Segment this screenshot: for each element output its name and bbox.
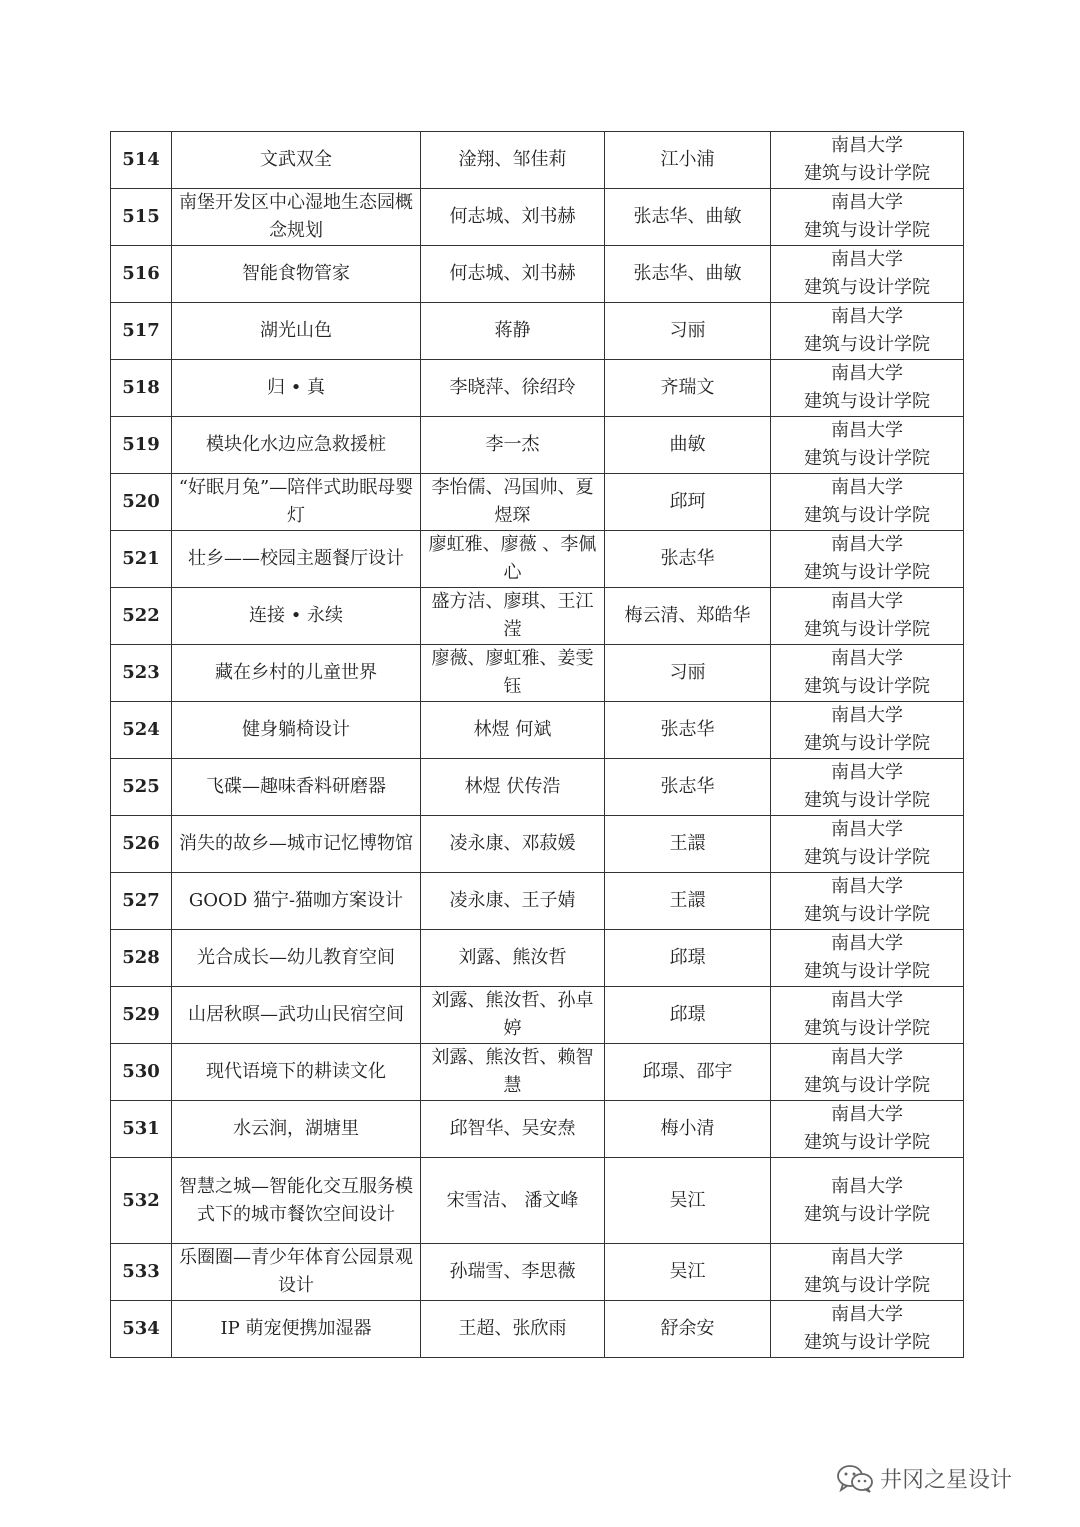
cell-advisor: 邱璟 [605, 930, 771, 987]
wechat-icon [836, 1464, 874, 1494]
unit-college: 建筑与设计学院 [804, 1332, 930, 1353]
cell-unit [771, 588, 964, 645]
cell-title: 藏在乡村的儿童世界 [172, 645, 421, 702]
cell-advisor: 习丽 [605, 645, 771, 702]
cell-unit [771, 303, 964, 360]
unit-school: 南昌大学 [831, 306, 903, 327]
cell-unit [771, 702, 964, 759]
cell-unit [771, 873, 964, 930]
cell-number: 515 [111, 189, 172, 246]
unit-college: 建筑与设计学院 [804, 961, 930, 982]
unit-college: 建筑与设计学院 [804, 505, 930, 526]
cell-number: 519 [111, 417, 172, 474]
unit-school: 南昌大学 [831, 477, 903, 498]
table-row [111, 987, 964, 1044]
unit-college: 建筑与设计学院 [804, 391, 930, 412]
table-row [111, 816, 964, 873]
cell-number: 529 [111, 987, 172, 1044]
unit-school: 南昌大学 [831, 876, 903, 897]
unit-college: 建筑与设计学院 [804, 733, 930, 754]
cell-advisor: 邱璟、邵宇 [605, 1044, 771, 1101]
watermark [836, 1463, 1012, 1494]
cell-advisor: 张志华 [605, 702, 771, 759]
table-row [111, 1101, 964, 1158]
cell-title: GOOD 猫宁-猫咖方案设计 [172, 873, 421, 930]
cell-title: 壮乡——校园主题餐厅设计 [172, 531, 421, 588]
unit-college: 建筑与设计学院 [804, 790, 930, 811]
cell-unit [771, 189, 964, 246]
cell-title: 连接 • 永续 [172, 588, 421, 645]
cell-unit [771, 531, 964, 588]
cell-authors: 刘露、熊汝哲、孙卓婷 [421, 987, 605, 1044]
cell-authors: 王超、张欣雨 [421, 1301, 605, 1358]
table-row [111, 360, 964, 417]
unit-college: 建筑与设计学院 [804, 1203, 930, 1225]
table-row [111, 702, 964, 759]
cell-unit [771, 474, 964, 531]
cell-unit [771, 987, 964, 1044]
cell-advisor: 梅小清 [605, 1101, 771, 1158]
cell-authors: 李晓萍、徐绍玲 [421, 360, 605, 417]
table-row [111, 1244, 964, 1301]
cell-advisor: 吴江 [605, 1244, 771, 1301]
cell-unit [771, 246, 964, 303]
cell-advisor: 张志华 [605, 531, 771, 588]
table-row [111, 417, 964, 474]
cell-authors: 林煜 何斌 [421, 702, 605, 759]
cell-advisor: 张志华、曲敏 [605, 189, 771, 246]
table-row [111, 1158, 964, 1244]
cell-advisor: 张志华 [605, 759, 771, 816]
cell-title: 归 • 真 [172, 360, 421, 417]
cell-title: 消失的故乡—城市记忆博物馆 [172, 816, 421, 873]
cell-authors: 廖薇、廖虹雅、姜雯钰 [421, 645, 605, 702]
cell-number: 526 [111, 816, 172, 873]
unit-school: 南昌大学 [831, 705, 903, 726]
table-row [111, 759, 964, 816]
table-row [111, 1301, 964, 1358]
unit-college: 建筑与设计学院 [804, 1132, 930, 1153]
cell-number: 514 [111, 132, 172, 189]
cell-title: 模块化水边应急救援桩 [172, 417, 421, 474]
cell-number: 533 [111, 1244, 172, 1301]
cell-advisor: 吴江 [605, 1158, 771, 1244]
unit-college: 建筑与设计学院 [804, 562, 930, 583]
table-row [111, 246, 964, 303]
cell-title: 湖光山色 [172, 303, 421, 360]
cell-authors: 蒋静 [421, 303, 605, 360]
cell-number: 530 [111, 1044, 172, 1101]
cell-unit [771, 816, 964, 873]
cell-number: 517 [111, 303, 172, 360]
table-row [111, 189, 964, 246]
cell-authors: 廖虹雅、廖薇 、李佩心 [421, 531, 605, 588]
unit-college: 建筑与设计学院 [804, 1275, 930, 1296]
table-row [111, 303, 964, 360]
cell-unit [771, 1044, 964, 1101]
cell-title: 现代语境下的耕读文化 [172, 1044, 421, 1101]
unit-college: 建筑与设计学院 [804, 277, 930, 298]
cell-unit [771, 759, 964, 816]
cell-advisor: 曲敏 [605, 417, 771, 474]
cell-authors: 李一杰 [421, 417, 605, 474]
cell-unit [771, 1301, 964, 1358]
unit-college: 建筑与设计学院 [804, 904, 930, 925]
cell-title: 山居秋暝—武功山民宿空间 [172, 987, 421, 1044]
unit-school: 南昌大学 [831, 648, 903, 669]
cell-authors: 何志城、刘书赫 [421, 189, 605, 246]
cell-number: 523 [111, 645, 172, 702]
award-list-table [110, 131, 964, 1358]
cell-advisor: 习丽 [605, 303, 771, 360]
cell-authors: 淦翔、邹佳莉 [421, 132, 605, 189]
unit-school: 南昌大学 [831, 990, 903, 1011]
cell-unit [771, 360, 964, 417]
cell-number: 518 [111, 360, 172, 417]
table-row [111, 1044, 964, 1101]
cell-authors: 刘露、熊汝哲 [421, 930, 605, 987]
cell-authors: 林煜 伏传浩 [421, 759, 605, 816]
cell-unit [771, 1158, 964, 1244]
unit-college: 建筑与设计学院 [804, 1075, 930, 1096]
cell-authors: 凌永康、王子婧 [421, 873, 605, 930]
cell-unit [771, 930, 964, 987]
cell-title: 南堡开发区中心湿地生态园概念规划 [172, 189, 421, 246]
cell-unit [771, 132, 964, 189]
cell-number: 525 [111, 759, 172, 816]
cell-number: 520 [111, 474, 172, 531]
unit-school: 南昌大学 [831, 1047, 903, 1068]
unit-school: 南昌大学 [831, 819, 903, 840]
cell-unit [771, 1101, 964, 1158]
unit-school: 南昌大学 [831, 135, 903, 156]
unit-college: 建筑与设计学院 [804, 676, 930, 697]
cell-advisor: 梅云清、郑皓华 [605, 588, 771, 645]
cell-title: 文武双全 [172, 132, 421, 189]
cell-advisor: 舒余安 [605, 1301, 771, 1358]
unit-school: 南昌大学 [831, 249, 903, 270]
cell-number: 531 [111, 1101, 172, 1158]
cell-title: 乐圈圈—青少年体育公园景观设计 [172, 1244, 421, 1301]
cell-title: 健身躺椅设计 [172, 702, 421, 759]
cell-authors: 盛方洁、廖琪、王江滢 [421, 588, 605, 645]
cell-authors: 李怡儒、冯国帅、夏煜琛 [421, 474, 605, 531]
unit-school: 南昌大学 [831, 192, 903, 213]
cell-unit [771, 417, 964, 474]
cell-title: “好眠月兔”—陪伴式助眠母婴灯 [172, 474, 421, 531]
watermark-text: 井冈之星设计 [880, 1468, 1013, 1493]
cell-number: 532 [111, 1158, 172, 1244]
unit-college: 建筑与设计学院 [804, 448, 930, 469]
unit-school: 南昌大学 [831, 420, 903, 441]
table-row [111, 132, 964, 189]
cell-title: 水云涧，湖塘里 [172, 1101, 421, 1158]
table-row [111, 588, 964, 645]
cell-title: 智能食物管家 [172, 246, 421, 303]
cell-authors: 刘露、熊汝哲、赖智慧 [421, 1044, 605, 1101]
unit-school: 南昌大学 [831, 1304, 903, 1325]
table-row [111, 930, 964, 987]
cell-authors: 孙瑞雪、李思薇 [421, 1244, 605, 1301]
cell-authors: 何志城、刘书赫 [421, 246, 605, 303]
table-row [111, 645, 964, 702]
cell-title: 光合成长—幼儿教育空间 [172, 930, 421, 987]
unit-college: 建筑与设计学院 [804, 334, 930, 355]
cell-advisor: 邱珂 [605, 474, 771, 531]
cell-number: 527 [111, 873, 172, 930]
cell-number: 521 [111, 531, 172, 588]
unit-school: 南昌大学 [831, 1104, 903, 1125]
cell-advisor: 王譞 [605, 816, 771, 873]
table-row [111, 531, 964, 588]
unit-school: 南昌大学 [831, 933, 903, 954]
cell-authors: 凌永康、邓菽媛 [421, 816, 605, 873]
cell-number: 522 [111, 588, 172, 645]
unit-college: 建筑与设计学院 [804, 220, 930, 241]
cell-advisor: 邱璟 [605, 987, 771, 1044]
cell-title: 智慧之城—智能化交互服务模式下的城市餐饮空间设计 [172, 1158, 421, 1244]
cell-unit [771, 645, 964, 702]
cell-advisor: 张志华、曲敏 [605, 246, 771, 303]
unit-college: 建筑与设计学院 [804, 847, 930, 868]
cell-title: IP 萌宠便携加湿器 [172, 1301, 421, 1358]
cell-title: 飞碟—趣味香料研磨器 [172, 759, 421, 816]
unit-college: 建筑与设计学院 [804, 163, 930, 184]
unit-college: 建筑与设计学院 [804, 619, 930, 640]
unit-college: 建筑与设计学院 [804, 1018, 930, 1039]
cell-advisor: 江小浦 [605, 132, 771, 189]
unit-school: 南昌大学 [831, 762, 903, 783]
cell-number: 528 [111, 930, 172, 987]
table-row [111, 474, 964, 531]
cell-advisor: 齐瑞文 [605, 360, 771, 417]
cell-advisor: 王譞 [605, 873, 771, 930]
cell-number: 534 [111, 1301, 172, 1358]
cell-unit [771, 1244, 964, 1301]
table-row [111, 873, 964, 930]
cell-authors: 宋雪洁、 潘文峰 [421, 1158, 605, 1244]
unit-school: 南昌大学 [831, 363, 903, 384]
unit-school: 南昌大学 [831, 1247, 903, 1268]
unit-school: 南昌大学 [831, 591, 903, 612]
unit-school: 南昌大学 [831, 534, 903, 555]
cell-number: 524 [111, 702, 172, 759]
unit-school: 南昌大学 [831, 1175, 903, 1197]
cell-number: 516 [111, 246, 172, 303]
cell-authors: 邱智华、吴安焘 [421, 1101, 605, 1158]
